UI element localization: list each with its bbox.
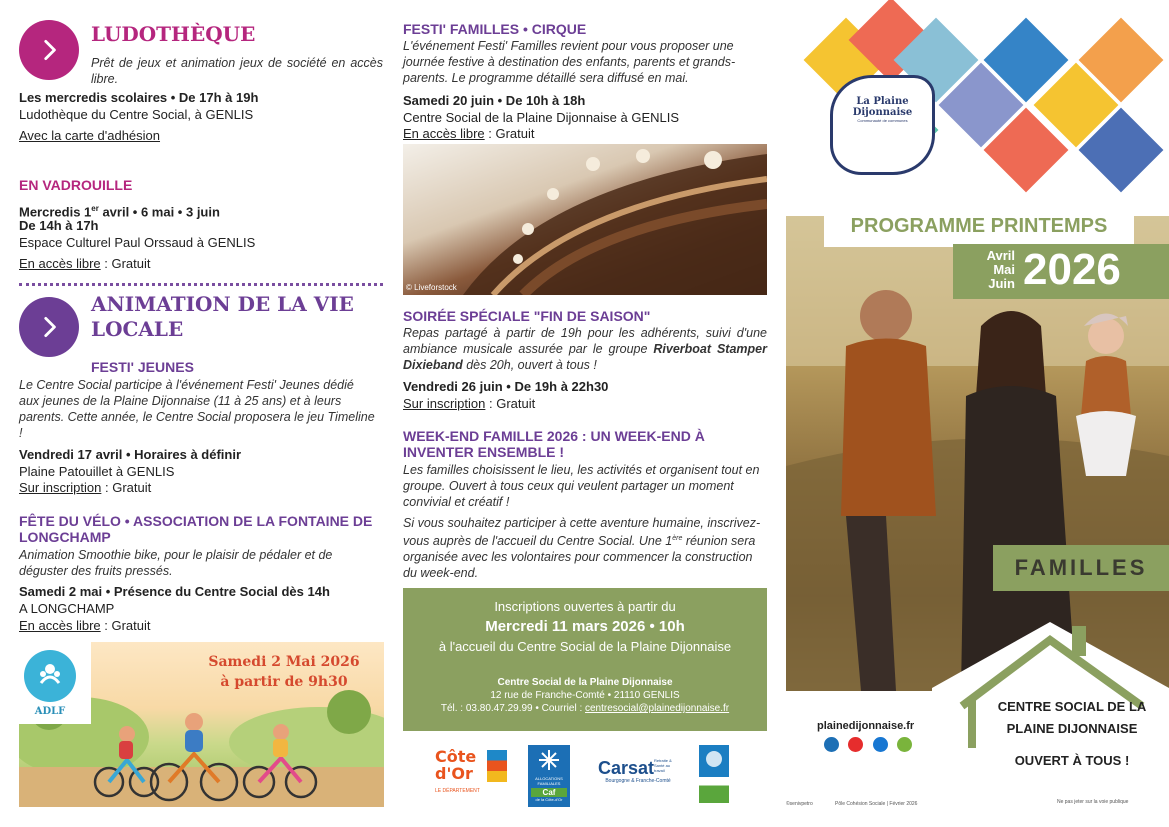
festi-jeunes-access: Sur inscription : Gratuit [19,480,152,495]
weekend-title: WEEK-END FAMILLE 2026 : UN WEEK-END À INVENTER ENSEMBLE ! [403,428,705,460]
vadrouille-access: En accès libre : Gratuit [19,256,151,271]
programme-banner: PROGRAMME PRINTEMPS [824,205,1134,247]
soiree-desc: Repas partagé à partir de 19h pour les adhérents, suivi d'une ambiance musicale assurée par le groupe Riverboat Stamper Dixieband dès 20h, ouvert à tous ! [403,326,767,372]
linkedin-icon[interactable] [824,737,839,752]
footer-note: Ne pas jeter sur la voie publique [1057,799,1129,805]
caf-logo: ALLOCATIONS FAMILIALES Caf de la Côte-d'Or [528,745,570,807]
ludo-desc: Prêt de jeux et animation jeux de société en accès libre. [91,56,383,86]
footer-credit: ©senivpetro [786,801,813,807]
social-icons [824,737,917,757]
velo-access: En accès libre : Gratuit [19,618,151,633]
adlf-emblem-icon [24,650,76,702]
festi-familles-access: En accès libre : Gratuit [403,126,535,141]
velo-when: Samedi 2 mai • Présence du Centre Social dès 14h [19,584,330,599]
state-logo [699,745,729,803]
carousel-illustration [403,144,767,295]
banner-date: Samedi 2 Mai 2026 à partir de 9h30 [208,654,360,690]
festi-jeunes-desc: Le Centre Social participe à l'événement Festi' Jeunes dédié aux jeunes de la Plaine Dijonnaise (11 à 25 ans) et à leurs parents. Cette année, le Centre Social proposera le jeu Timeline ! [19,378,375,440]
velo-desc: Animation Smoothie bike, pour le plaisir de pédaler et de déguster des fruits pressés. [19,548,333,578]
mail-icon[interactable] [897,737,912,752]
year: 2026 [1023,245,1121,294]
velo-title: FÊTE DU VÉLO • ASSOCIATION DE LA FONTAINE DE LONGCHAMP [19,513,373,545]
ludo-note: Avec la carte d'adhésion [19,128,161,143]
soiree-title: SOIRÉE SPÉCIALE "FIN DE SAISON" [403,308,651,324]
footer-pole: Pôle Cohésion Sociale | Février 2026 [835,801,918,807]
ludo-arrow-icon [19,20,79,80]
festi-jeunes-when: Vendredi 17 avril • Horaires à définir [19,447,242,462]
familles-banner: FAMILLES [993,545,1169,591]
adlf-logo: ADLF [9,642,91,724]
divider [19,283,383,286]
soiree-access: Sur inscription : Gratuit [403,396,536,411]
flag-emblem-icon [699,745,729,775]
festi-jeunes-where: Plaine Patouillet à GENLIS [19,464,175,479]
inscriptions-box: Inscriptions ouvertes à partir du Mercredi 11 mars 2026 • 10h à l'accueil du Centre Social de la Plaine Dijonnaise Centre Social de la Plaine Dijonnaise 12 rue de Franche-Comté • 21110 GENLIS Tél. : 03.80.47.29.99 • Courriel : centresocial@plainedijonnaise.fr [403,588,767,731]
ludo-where: Ludothèque du Centre Social, à GENLIS [19,107,254,122]
vadrouille-title: EN VADROUILLE [19,177,133,193]
festi-familles-when: Samedi 20 juin • De 10h à 18h [403,93,586,108]
plaine-logo: La Plaine Dijonnaise Communauté de communes [830,75,935,175]
festi-familles-where: Centre Social de la Plaine Dijonnaise à GENLIS [403,110,680,125]
vadrouille-when: Mercredis 1er avril • 6 mai • 3 juin [19,204,220,220]
festi-familles-desc: L'événement Festi' Familles revient pour vous proposer une journée festive à destination des enfants, parents et grands-parents. Le programme détaillé sera diffusé en mai. [403,39,736,85]
animation-title: ANIMATION DE LA VIE LOCALE [91,292,354,341]
youtube-icon[interactable] [848,737,863,752]
email-link[interactable]: centresocial@plainedijonnaise.fr [585,703,730,714]
season-banner: Avril Mai Juin 2026 [953,244,1169,299]
festi-jeunes-title: FESTI' JEUNES [91,359,194,375]
photo-credit: © Liveforstock [406,283,457,292]
vadrouille-hours: De 14h à 17h [19,218,99,233]
ouvert-a-tous: OUVERT À TOUS ! [1014,753,1130,768]
animation-arrow-icon [19,297,79,357]
facebook-icon[interactable] [873,737,888,752]
cotedor-logo: Côte d'Or LE DÉPARTEMENT [435,748,510,798]
soiree-when: Vendredi 26 juin • De 19h à 22h30 [403,379,609,394]
cotedor-flag-icon [487,750,507,782]
festi-familles-title: FESTI' FAMILLES • CIRQUE [403,21,587,37]
carsat-logo: Carsat Bourgogne & Franche-Comté Retraite & Santé au travail [598,758,672,784]
weekend-desc2: Si vous souhaitez participer à cette aventure humaine, inscrivez-vous auprès de l'accueil du Centre Social. Une 1ère réunion sera organisée avec les volontaires pour commencer la construction du week-end. [403,516,761,581]
website[interactable]: plainedijonnaise.fr [817,720,915,732]
house-shape [932,620,1169,810]
centre-name: CENTRE SOCIAL DE LA PLAINE DIJONNAISE [997,699,1147,736]
carousel-photo [403,144,767,295]
snowflake-icon [538,749,560,771]
ludo-title: LUDOTHÈQUE [91,22,256,46]
weekend-desc1: Les familles choisissent le lieu, les activités et organisent tout en groupe. Ouvert à tous ceux qui veulent partager un moment convivial et créatif ! [403,463,760,509]
velo-where: A LONGCHAMP [19,601,115,616]
vadrouille-where: Espace Culturel Paul Orssaud à GENLIS [19,235,256,250]
ludo-when: Les mercredis scolaires • De 17h à 19h [19,90,259,105]
